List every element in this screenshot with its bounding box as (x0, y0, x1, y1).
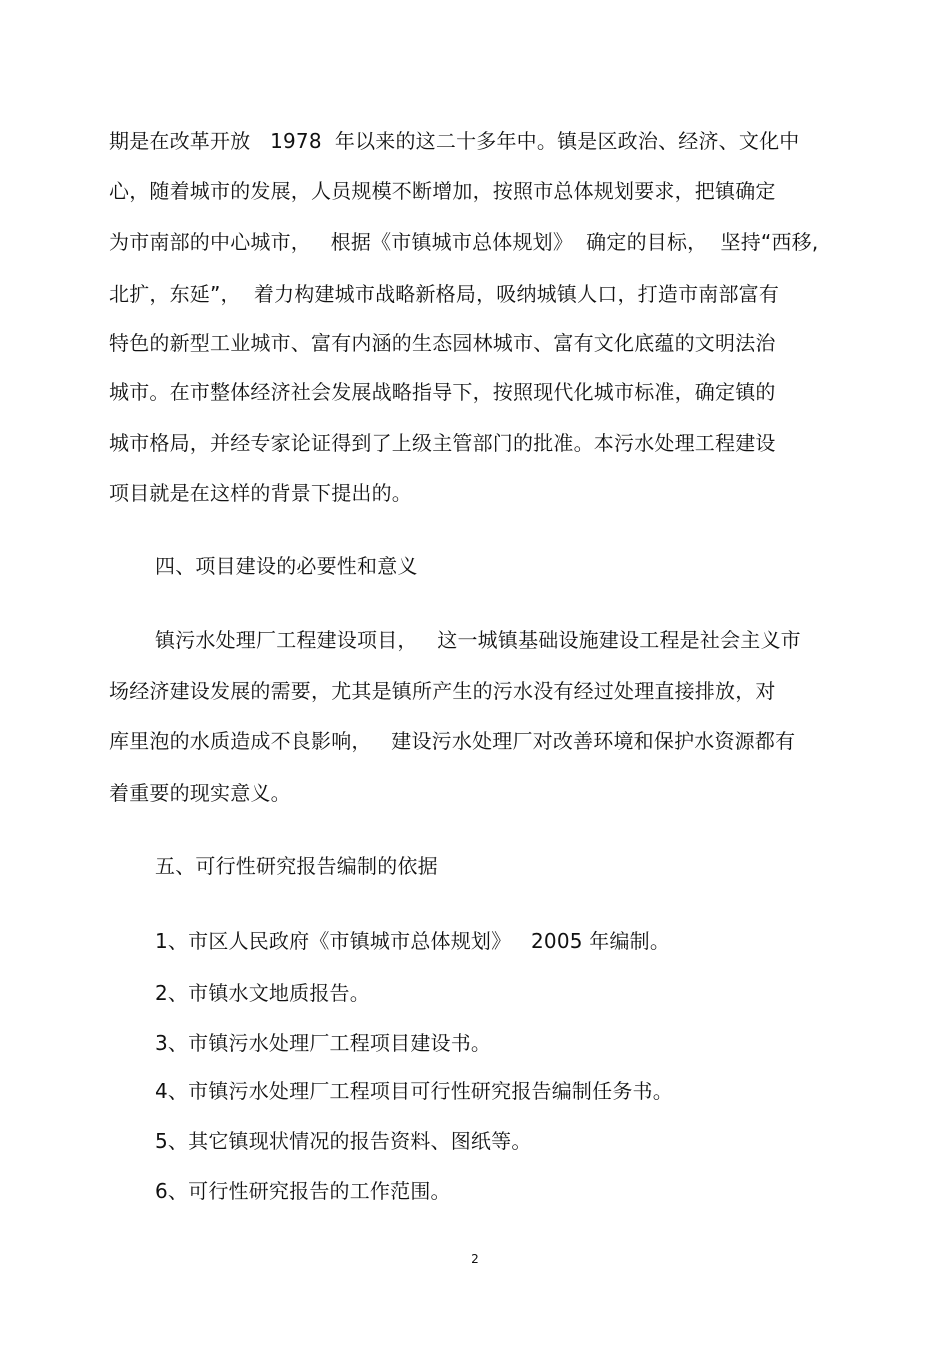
list-item: 1、市区人民政府《市镇城市总体规划》 2005 年编制。 (155, 929, 671, 953)
paragraph-line: 镇污水处理厂工程建设项目， 这一城镇基础设施建设工程是社会主义市 (155, 628, 801, 652)
section-heading-necessity: 四、项目建设的必要性和意义 (155, 554, 418, 578)
paragraph-line: 为市南部的中心城市， 根据《市镇城市总体规划》 确定的目标， 坚持“西移, (109, 230, 819, 254)
paragraph-line: 北扩，东延”， 着力构建城市战略新格局，吸纳城镇人口，打造市南部富有 (109, 282, 780, 306)
list-item: 2、市镇水文地质报告。 (155, 981, 370, 1005)
list-item: 4、市镇污水处理厂工程项目可行性研究报告编制任务书。 (155, 1079, 673, 1103)
paragraph-line: 特色的新型工业城市、富有内涵的生态园林城市、富有文化底蕴的文明法治 (109, 331, 776, 355)
paragraph-line: 城市。在市整体经济社会发展战略指导下，按照现代化城市标准，确定镇的 (109, 380, 776, 404)
paragraph-line: 城市格局，并经专家论证得到了上级主管部门的批准。本污水处理工程建设 (109, 431, 776, 455)
paragraph-line: 期是在改革开放 1978 年以来的这二十多年中。镇是区政治、经济、文化中 (109, 129, 800, 153)
section-heading-basis: 五、可行性研究报告编制的依据 (155, 854, 438, 878)
list-item: 3、市镇污水处理厂工程项目建设书。 (155, 1031, 492, 1055)
paragraph-line: 项目就是在这样的背景下提出的。 (109, 481, 412, 505)
paragraph-line: 场经济建设发展的需要，尤其是镇所产生的污水没有经过处理直接排放，对 (109, 679, 776, 703)
list-item: 6、可行性研究报告的工作范围。 (155, 1179, 451, 1203)
paragraph-line: 库里泡的水质造成不良影响， 建设污水处理厂对改善环境和保护水资源都有 (109, 729, 796, 753)
paragraph-line: 心，随着城市的发展，人员规模不断增加，按照市总体规划要求，把镇确定 (109, 179, 776, 203)
paragraph-line: 着重要的现实意义。 (109, 781, 291, 805)
page-number: 2 (471, 1252, 479, 1266)
list-item: 5、其它镇现状情况的报告资料、图纸等。 (155, 1129, 532, 1153)
